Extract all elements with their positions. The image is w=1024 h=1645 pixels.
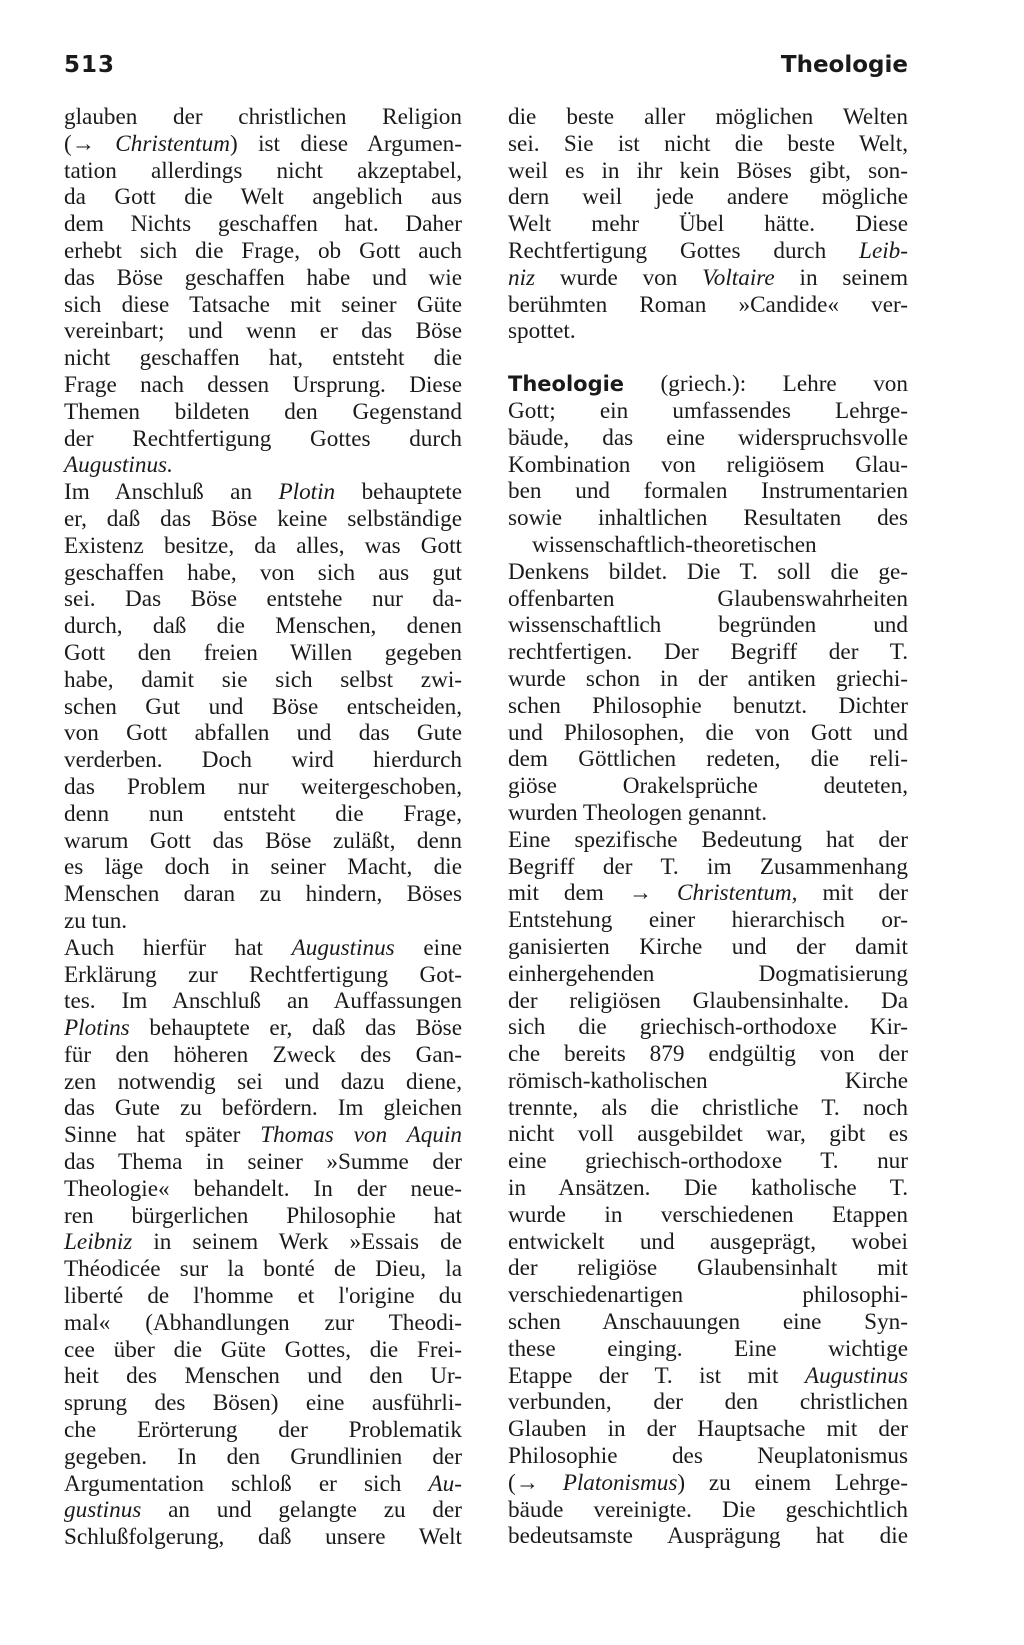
text-line: einhergehenden Dogmatisierung bbox=[508, 960, 908, 987]
entry-heading-line: Theologie (griech.): Lehre von bbox=[508, 371, 908, 398]
text-line: Philosophie des Neuplatonismus bbox=[508, 1443, 908, 1470]
text-line: (→ Platonismus) zu einem Lehrge- bbox=[508, 1469, 908, 1496]
text-line: Kombination von religiösem Glau- bbox=[508, 451, 908, 478]
text-line: wurden Theologen genannt. bbox=[508, 799, 768, 826]
text-line: sei. Das Böse entstehe nur da- bbox=[64, 586, 462, 613]
text-line: wurde schon in der antiken griechi- bbox=[508, 665, 908, 692]
text-line: die beste aller möglichen Welten bbox=[508, 104, 908, 130]
text-line: Schlußfolgerung, daß unsere Welt bbox=[64, 1524, 462, 1551]
text-line: zen notwendig sei und dazu diene, bbox=[64, 1068, 462, 1095]
text-line: cee über die Güte Gottes, die Frei- bbox=[64, 1336, 462, 1363]
text-line: sei. Sie ist nicht die beste Welt, bbox=[508, 130, 908, 157]
text-line: these einging. Eine wichtige bbox=[508, 1335, 908, 1362]
entry-lemma: Theologie bbox=[508, 372, 625, 397]
text-line: wissenschaftlich-theoretischen bbox=[532, 531, 817, 558]
text-line: Gott den freien Willen gegeben bbox=[64, 639, 462, 666]
page-number: 513 bbox=[64, 52, 116, 78]
text-line: dem Nichts geschaffen hat. Daher bbox=[64, 211, 462, 238]
text-line: das Thema in seiner »Summe der bbox=[64, 1149, 462, 1176]
text-line: Existenz besitze, da alles, was Gott bbox=[64, 532, 462, 559]
text-line: dem Göttlichen redeten, die reli- bbox=[508, 746, 908, 773]
name-reference: Thomas von Aquin bbox=[260, 1122, 462, 1149]
text-line: er, daß das Böse keine selbständige bbox=[64, 505, 462, 532]
cross-reference: Platonismus bbox=[562, 1469, 678, 1496]
text-line: bedeutsamste Ausprägung hat die bbox=[508, 1523, 908, 1550]
text-line: zu tun. bbox=[64, 907, 128, 934]
text-line: denn nun entsteht die Frage, bbox=[64, 800, 462, 827]
text-line: ganisierten Kirche und der damit bbox=[508, 933, 908, 960]
text-line: tes. Im Anschluß an Auffassungen bbox=[64, 988, 462, 1015]
text-line: trennte, als die christliche T. noch bbox=[508, 1094, 908, 1121]
text-line: wurde in verschiedenen Etappen bbox=[508, 1201, 908, 1228]
name-reference: Voltaire bbox=[702, 264, 775, 291]
name-reference: Leibniz bbox=[64, 1229, 133, 1256]
text-line: das Böse geschaffen habe und wie bbox=[64, 264, 462, 291]
text-line: Leibniz in seinem Werk »Essais de bbox=[64, 1229, 462, 1256]
name-reference: Leib- bbox=[859, 237, 908, 264]
running-head: Theologie bbox=[780, 52, 908, 78]
text-line: nicht voll ausgebildet war, gibt es bbox=[508, 1121, 908, 1148]
text-line: schen Gut und Böse entscheiden, bbox=[64, 693, 462, 720]
text-line: mal« (Abhandlungen zur Theodi- bbox=[64, 1309, 462, 1336]
text-line: che bereits 879 endgültig von der bbox=[508, 1041, 908, 1068]
text-line: spottet. bbox=[508, 318, 576, 345]
text-line: der religiöse Glaubensinhalt mit bbox=[508, 1255, 908, 1282]
text-line: Menschen daran zu hindern, Böses bbox=[64, 881, 462, 908]
text-line: mit dem → Christentum, mit der bbox=[508, 880, 908, 907]
text-line: Begriff der T. im Zusammenhang bbox=[508, 853, 908, 880]
name-reference: gustinus bbox=[64, 1497, 142, 1524]
text-line: bäude vereinigte. Die geschichtlich bbox=[508, 1496, 908, 1523]
text-line: wissenschaftlich begründen und bbox=[508, 612, 908, 639]
text-line: Erklärung zur Rechtfertigung Got- bbox=[64, 961, 462, 988]
text-line: Welt mehr Übel hätte. Diese bbox=[508, 211, 908, 238]
text-line: nicht geschaffen hat, entsteht die bbox=[64, 345, 462, 372]
text-line: da Gott die Welt angeblich aus bbox=[64, 184, 462, 211]
text-line: Glauben in der Hauptsache mit der bbox=[508, 1416, 908, 1443]
text-line: ren bürgerlichen Philosophie hat bbox=[64, 1202, 462, 1229]
text-line: Théodicée sur la bonté de Dieu, la bbox=[64, 1256, 462, 1283]
name-reference: Augustinus bbox=[291, 934, 395, 961]
text-line: vereinbart; und wenn er das Böse bbox=[64, 318, 462, 345]
text-line bbox=[64, 452, 462, 479]
name-reference: Au- bbox=[428, 1470, 462, 1497]
text-line: sich diese Tatsache mit seiner Güte bbox=[64, 291, 462, 318]
text-line: giöse Orakelsprüche deuteten, bbox=[508, 773, 908, 800]
text-line: niz wurde von Voltaire in seinem bbox=[508, 264, 909, 291]
text-line: der Rechtfertigung Gottes durch bbox=[64, 425, 462, 452]
text-line: sprung des Bösen) eine ausführli- bbox=[64, 1390, 462, 1417]
name-reference: Augustinus bbox=[804, 1362, 908, 1389]
name-reference: Plotins bbox=[64, 1015, 130, 1042]
text-line: es läge doch in seiner Macht, die bbox=[64, 854, 462, 881]
text-line: gustinus an und gelangte zu der bbox=[64, 1497, 462, 1524]
left-column bbox=[64, 104, 462, 1551]
text-line: für den höheren Zweck des Gan- bbox=[64, 1041, 462, 1068]
text-line: tation allerdings nicht akzeptabel, bbox=[64, 157, 462, 184]
text-line: che Erörterung der Problematik bbox=[64, 1417, 462, 1444]
text-line: erhebt sich die Frage, ob Gott auch bbox=[64, 237, 462, 264]
text-line: offenbarten Glaubenswahrheiten bbox=[508, 585, 908, 612]
text-line: Auch hierfür hat Augustinus eine bbox=[64, 934, 463, 961]
text-line: sowie inhaltlichen Resultaten des bbox=[508, 505, 908, 532]
text-line: Etappe der T. ist mit Augustinus bbox=[508, 1362, 908, 1389]
right-column bbox=[508, 104, 908, 1550]
text-line: eine griechisch-orthodoxe T. nur bbox=[508, 1148, 908, 1175]
text-line: habe, damit sie sich selbst zwi- bbox=[64, 666, 462, 693]
text-line: weil es in ihr kein Böses gibt, son- bbox=[508, 157, 908, 184]
text-line: in Ansätzen. Die katholische T. bbox=[508, 1175, 908, 1202]
text-line: sich die griechisch-orthodoxe Kir- bbox=[508, 1014, 908, 1041]
text-line: Gott; ein umfassendes Lehrge- bbox=[508, 397, 908, 424]
cross-reference: Christentum, bbox=[677, 880, 798, 907]
text-line: römisch-katholischen Kirche bbox=[508, 1067, 908, 1094]
text-line: Theologie« behandelt. In der neue- bbox=[64, 1175, 462, 1202]
text-line: berühmten Roman »Candide« ver- bbox=[508, 291, 908, 318]
name-reference: Augustinus. bbox=[64, 452, 173, 479]
name-reference: Plotin bbox=[278, 479, 336, 506]
text-line: durch, daß die Menschen, denen bbox=[64, 613, 462, 640]
text-line: Argumentation schloß er sich Au- bbox=[64, 1470, 462, 1497]
name-reference: niz bbox=[508, 264, 536, 291]
text-line: Sinne hat später Thomas von Aquin bbox=[64, 1122, 462, 1149]
text-line: verschiedenartigen philosophi- bbox=[508, 1282, 908, 1309]
text-line: gegeben. In den Grundlinien der bbox=[64, 1443, 462, 1470]
text-line: Eine spezifische Bedeutung hat der bbox=[508, 826, 908, 853]
text-line: das Problem nur weitergeschoben, bbox=[64, 773, 462, 800]
text-line: (→ Christentum) ist diese Argumen- bbox=[64, 130, 462, 157]
text-line: der religiösen Glaubensinhalte. Da bbox=[508, 987, 908, 1014]
text-line: heit des Menschen und den Ur- bbox=[64, 1363, 462, 1390]
entry-separator bbox=[508, 345, 908, 371]
text-line: Plotins behauptete er, daß das Böse bbox=[64, 1015, 462, 1042]
text-line: rechtfertigen. Der Begriff der T. bbox=[508, 639, 908, 666]
text-line: Im Anschluß an Plotin behauptete bbox=[64, 479, 462, 506]
text-line: ben und formalen Instrumentarien bbox=[508, 478, 908, 505]
text-line: schen Philosophie benutzt. Dichter bbox=[508, 692, 908, 719]
text-line: liberté de l'homme et l'origine du bbox=[64, 1283, 462, 1310]
cross-reference: Christentum bbox=[115, 130, 230, 157]
text-line: entwickelt und ausgeprägt, wobei bbox=[508, 1228, 908, 1255]
text-line: Denkens bildet. Die T. soll die ge- bbox=[508, 558, 908, 585]
text-line: Entstehung einer hierarchisch or- bbox=[508, 907, 908, 934]
text-line: bäude, das eine widerspruchsvolle bbox=[508, 424, 908, 451]
text-line: Themen bildeten den Gegenstand bbox=[64, 398, 462, 425]
text-line: verderben. Doch wird hierdurch bbox=[64, 747, 462, 774]
text-line: Frage nach dessen Ursprung. Diese bbox=[64, 371, 462, 398]
text-line: glauben der christlichen Religion bbox=[64, 104, 462, 130]
text-line: Rechtfertigung Gottes durch Leib- bbox=[508, 237, 908, 264]
text-line: geschaffen habe, von sich aus gut bbox=[64, 559, 462, 586]
text-line: von Gott abfallen und das Gute bbox=[64, 720, 462, 747]
text-line: verbunden, der den christlichen bbox=[508, 1389, 908, 1416]
text-line: das Gute zu befördern. Im gleichen bbox=[64, 1095, 462, 1122]
text-line: schen Anschauungen eine Syn- bbox=[508, 1309, 908, 1336]
text-line: und Philosophen, die von Gott und bbox=[508, 719, 908, 746]
text-line: dern weil jede andere mögliche bbox=[508, 184, 908, 211]
text-line: warum Gott das Böse zuläßt, denn bbox=[64, 827, 462, 854]
